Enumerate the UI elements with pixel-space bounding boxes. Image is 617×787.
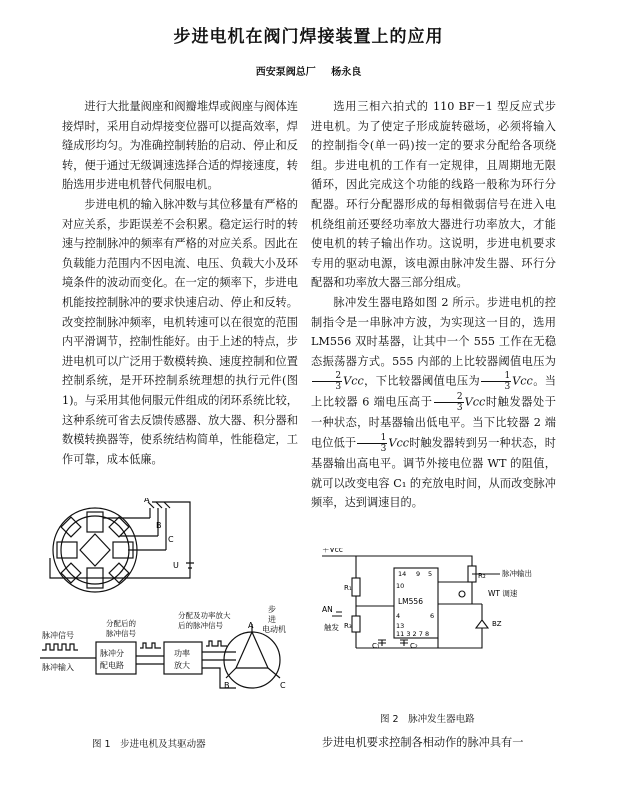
label-pin-14: 14 <box>398 570 407 578</box>
label-c2: C₂ <box>410 642 418 650</box>
label-motor-c: C <box>280 681 286 690</box>
label-phase-b: B <box>156 521 162 530</box>
label-distributed-1: 分配后的 <box>106 619 136 628</box>
label-supply: U <box>173 561 179 570</box>
label-wt: WT 调速 <box>488 589 518 598</box>
figure-1-stepper-motor-driver <box>40 498 302 708</box>
label-motor-3: 电动机 <box>262 625 286 634</box>
pulse-train-distributed <box>140 643 161 648</box>
label-pin-10: 10 <box>396 582 405 590</box>
paragraph: 步进电机的输入脉冲数与其位移量有严格的对应关系，步距误差不会积累。稳定运行时的转速与控制脉冲的频率有严格的对应关系。因此在负载能力范围内不因电流、电压、负载大小及环境条件的波动而变化。在一定的频率下，步进电机能按控制脉冲的要求快速启动、停止和反转。改变控制脉冲频率，电机转速可以在很宽的范围内平滑调节，控制性能好。由于上述的特点，步进电机可以广泛用于数模转换、速度控制和位置控制系统，是开环控制系统理想的执行元件(图1)。与采用其他伺服元件组成的闭环系统比较，这种系统可省去反馈传感器、放大器、积分器和数模转换器等，使系统结构简单，性能稳定，工作可靠，成本低廉。 <box>62 197 298 466</box>
label-amplifier-2: 放大 <box>174 661 190 670</box>
label-amplified-1: 分配及功率放大 <box>178 611 231 620</box>
stator-outer <box>53 508 137 592</box>
pulse-train-amplified <box>206 641 227 646</box>
text-run: 脉冲发生器电路如图 2 所示。步进电机的控制指令是一串脉冲方波，为实现这一目的，选用 LM556 双时基器，让其中一个 555 工作在无稳态振荡器方式。555 内部的上比较器阈值电压为 <box>311 295 556 368</box>
frac-den: 3 <box>456 403 463 414</box>
frac-den: 3 <box>380 443 387 454</box>
article-title: 步进电机在阀门焊接装置上的应用 <box>173 27 444 47</box>
switches <box>148 502 170 508</box>
rotor <box>80 534 110 566</box>
label-r3: R₃ <box>344 622 352 630</box>
resistor-r1 <box>352 578 360 596</box>
vcc-symbol: Vcc <box>388 436 409 450</box>
label-vcc: ＋Vcc <box>322 548 343 554</box>
text-run: ，下比较器阈值电压为 <box>363 374 481 388</box>
author-name: 杨永良 <box>331 67 362 78</box>
label-distributed-2: 脉冲信号 <box>106 629 136 638</box>
label-phase-c: C <box>168 535 174 544</box>
label-r1: R₁ <box>344 584 352 592</box>
label-distributor-2: 配电路 <box>100 661 124 670</box>
label-phase-a: A <box>144 498 150 504</box>
vcc-symbol: Vcc <box>464 395 486 409</box>
stator-inner <box>61 516 129 584</box>
figure-2-pulse-generator <box>322 548 557 660</box>
pole <box>57 542 77 558</box>
label-pin-5: 5 <box>428 570 433 578</box>
label-c1: C₁ <box>372 642 380 650</box>
text-run: 时触发器处于一种状态，时基器输出低电平。当下比较器 2 端电位低于 <box>311 395 556 450</box>
label-motor-2: 进 <box>268 615 276 624</box>
label-amplifier-1: 功率 <box>174 649 190 658</box>
right-column <box>311 97 556 513</box>
author-org: 西安泵阀总厂 <box>255 67 316 78</box>
paragraph-pulse-generator <box>311 293 556 513</box>
frac-num: 1 <box>481 371 511 382</box>
fraction <box>312 371 342 392</box>
fraction <box>434 392 464 413</box>
label-pulse-signal: 脉冲信号 <box>42 631 74 640</box>
label-trigger: 触发 <box>324 623 339 632</box>
figure-2-caption: 图 2 脉冲发生器电路 <box>380 714 475 725</box>
pulse-train-input <box>42 644 78 650</box>
capacitors <box>378 640 408 646</box>
wt-potentiometer <box>459 591 465 597</box>
label-motor-b: B <box>224 681 230 690</box>
frac-num: 1 <box>357 433 387 444</box>
label-chip: LM556 <box>398 597 423 606</box>
label-pin-4: 4 <box>396 612 401 620</box>
continuation-text: 步进电机要求控制各相动作的脉冲具有一 <box>322 736 524 749</box>
label-pins-bottom: 11 3 2 7 8 <box>396 630 430 638</box>
label-r2: R₂ <box>478 572 486 580</box>
paragraph: 进行大批量阀座和阀瓣堆焊或阀座与阀体连接焊时，采用自动焊接变位器可以提高效率，焊缝成形均匀。为准确控制转胎的启动、停止和反转，便于通过无级调速选择合适的焊接速度，转胎选用步进电机替代伺服电机。 <box>62 100 298 192</box>
label-distributor-1: 脉冲分 <box>100 649 124 658</box>
right-wiring <box>438 582 488 648</box>
label-an: AN <box>322 605 333 614</box>
vcc-symbol: Vcc <box>343 374 364 388</box>
fraction <box>481 371 511 392</box>
button-an <box>332 612 342 616</box>
frac-num: 2 <box>312 371 342 382</box>
label-pin-13: 13 <box>396 622 405 630</box>
figure-1-caption: 图 1 步进电机及其驱动器 <box>92 739 206 750</box>
pole <box>87 512 103 532</box>
fraction <box>357 433 387 454</box>
label-motor-1: 步 <box>268 605 276 614</box>
label-pulse-out: 脉冲输出 <box>502 569 532 578</box>
frac-den: 3 <box>335 382 342 393</box>
label-pulse-input: 脉冲输入 <box>42 663 74 672</box>
figure-1-drawing <box>40 498 302 708</box>
motor-windings <box>236 632 268 668</box>
label-motor-a: A <box>248 621 254 630</box>
frac-den: 3 <box>504 382 511 393</box>
byline <box>0 63 617 78</box>
label-pin-9: 9 <box>416 570 421 578</box>
label-bz: BZ <box>492 620 502 628</box>
vcc-symbol: Vcc <box>512 374 533 388</box>
text-run: 。当上比较器 6 端电压高于 <box>311 374 556 409</box>
vcc-rail <box>322 556 472 566</box>
text-run: 时触发器转到另一种状态，时基器输出高电平。调节外接电位器 WT 的阻值，就可以改变电容 C₁ 的充放电时间，从而改变脉冲频率，达到调速目的。 <box>311 436 556 510</box>
left-column <box>62 97 298 469</box>
resistor-r3 <box>352 616 360 632</box>
label-pin-6: 6 <box>430 612 435 620</box>
label-amplified-2: 后的脉冲信号 <box>178 621 223 630</box>
paragraph: 选用三相六拍式的 110 BF－1 型反应式步进电机。为了使定子形成旋转磁场，必须将输入的控制指令(单一码)按一定的要求分配给各项绕组。步进电机的工作有一定规律，且周期地无限循环，因此完成这个功能的线路一般称为环行分配器。环行分配器形成的每相微弱信号在进入电机绕组前还要经功率放大器进行功率放大，才能使电机的转子输出作功。这说明，步进电机要求专用的驱动电源，该电源由脉冲发生器、环行分配器和功率放大器三部分组成。 <box>311 100 556 290</box>
frac-num: 2 <box>434 392 464 403</box>
figure-2-drawing <box>322 548 557 660</box>
